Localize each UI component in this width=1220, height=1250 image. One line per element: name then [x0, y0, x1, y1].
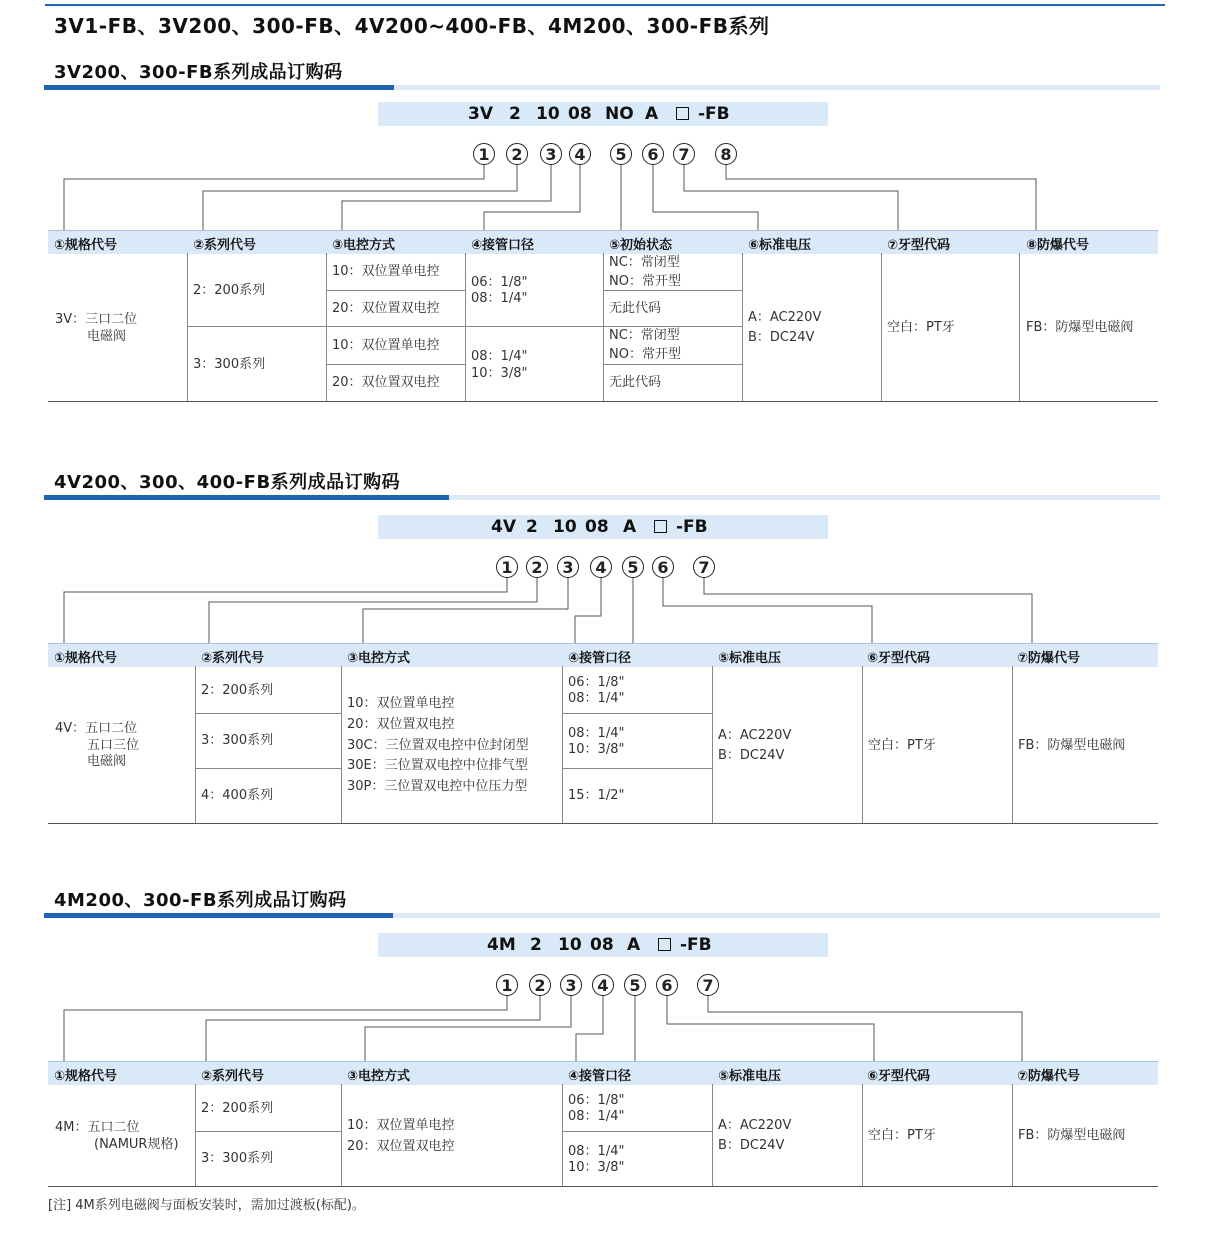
series-cell: 2：200系列: [193, 283, 266, 298]
spec-cell: 4M：五口二位: [55, 1120, 140, 1135]
header-cell: ⑥标准电压: [748, 238, 812, 253]
header-cell: ⑦防爆代号: [1017, 651, 1081, 666]
control-cell: 10：双位置单电控: [332, 338, 440, 353]
circle-number: 1: [496, 556, 518, 578]
control-cell: 20：双位置双电控: [347, 717, 455, 732]
state-cell: NO：常开型: [609, 347, 681, 362]
circle-number: 7: [693, 556, 715, 578]
circle-number: 2: [529, 974, 551, 996]
series-cell: 2：200系列: [201, 1101, 274, 1116]
header-cell: ②系列代号: [201, 651, 265, 666]
header-cell: ③电控方式: [332, 238, 396, 253]
header-cell: ⑤标准电压: [718, 651, 782, 666]
header-cell: ⑧防爆代号: [1026, 238, 1090, 253]
code-blank: [654, 515, 667, 539]
voltage-cell: B：DC24V: [748, 330, 815, 345]
code-part: A: [645, 104, 659, 124]
circle-number: 7: [673, 143, 695, 165]
circle-number: 3: [557, 556, 579, 578]
section-bar: [44, 495, 1160, 500]
header-cell: ⑤标准电压: [718, 1069, 782, 1084]
header-cell: ③电控方式: [347, 651, 411, 666]
spec-cell: (NAMUR规格): [94, 1137, 179, 1152]
header-cell: ②系列代号: [193, 238, 257, 253]
code-part: 2: [509, 104, 521, 124]
thread-cell: 空白：PT牙: [868, 738, 936, 753]
state-cell: NC：常闭型: [609, 255, 680, 270]
section-title-4v: 4V200、300、400-FB系列成品订购码: [54, 472, 401, 493]
order-code-4v: [378, 515, 828, 539]
circle-number: 5: [624, 974, 646, 996]
circle-number: 3: [540, 143, 562, 165]
spec-cell: 4V：五口二位: [55, 721, 138, 736]
explosion-cell: FB：防爆型电磁阀: [1018, 738, 1126, 753]
header-cell: ④接管口径: [471, 238, 535, 253]
port-cell: 08：1/4": [568, 1144, 625, 1159]
voltage-cell: A：AC220V: [748, 310, 822, 325]
series-cell: 3：300系列: [193, 357, 266, 372]
circle-number: 4: [569, 143, 591, 165]
header-cell: ④接管口径: [568, 651, 632, 666]
section-bar: [44, 913, 1160, 918]
circle-number: 5: [622, 556, 644, 578]
section-title-4m: 4M200、300-FB系列成品订购码: [54, 890, 347, 911]
state-cell: 无此代码: [609, 375, 662, 390]
circle-number: 4: [590, 556, 612, 578]
header-cell: ②系列代号: [201, 1069, 265, 1084]
circle-number: 1: [496, 974, 518, 996]
page-title: 3V1-FB、3V200、300-FB、4V200~400-FB、4M200、300-FB系列: [54, 14, 770, 38]
spec-cell: 五口三位: [87, 738, 140, 753]
explosion-cell: FB：防爆型电磁阀: [1026, 320, 1134, 335]
header-cell: ⑦防爆代号: [1017, 1069, 1081, 1084]
port-cell: 10：3/8": [568, 1160, 625, 1175]
code-part: 2: [526, 517, 538, 537]
voltage-cell: B：DC24V: [718, 748, 785, 763]
header-cell: ①规格代号: [54, 1069, 118, 1084]
section-title-3v: 3V200、300-FB系列成品订购码: [54, 62, 343, 83]
series-cell: 2：200系列: [201, 683, 274, 698]
code-part: -FB: [680, 935, 712, 955]
circle-number: 4: [592, 974, 614, 996]
code-part: 2: [530, 935, 542, 955]
port-cell: 08：1/4": [568, 691, 625, 706]
code-part: 08: [585, 517, 609, 537]
circle-number: 1: [473, 143, 495, 165]
control-cell: 20：双位置双电控: [332, 375, 440, 390]
header-cell: ⑦牙型代码: [887, 238, 951, 253]
code-part: -FB: [676, 517, 708, 537]
spec-cell: 电磁阀: [87, 329, 127, 344]
header-cell: ⑥牙型代码: [867, 651, 931, 666]
header-cell: ⑤初始状态: [609, 238, 673, 253]
code-part: 10: [558, 935, 582, 955]
circle-number: 8: [715, 143, 737, 165]
port-cell: 06：1/8": [471, 275, 528, 290]
voltage-cell: B：DC24V: [718, 1138, 785, 1153]
circle-number: 2: [526, 556, 548, 578]
voltage-cell: A：AC220V: [718, 728, 792, 743]
state-cell: NO：常开型: [609, 274, 681, 289]
circle-number: 6: [652, 556, 674, 578]
table-header-4m: [48, 1061, 1158, 1085]
control-cell: 10：双位置单电控: [332, 264, 440, 279]
circle-number: 6: [642, 143, 664, 165]
voltage-cell: A：AC220V: [718, 1118, 792, 1133]
code-part: 4V: [491, 517, 516, 537]
port-cell: 06：1/8": [568, 675, 625, 690]
thread-cell: 空白：PT牙: [868, 1128, 936, 1143]
series-cell: 3：300系列: [201, 733, 274, 748]
header-cell: ①规格代号: [54, 238, 118, 253]
code-part: -FB: [698, 104, 730, 124]
series-cell: 4：400系列: [201, 788, 274, 803]
code-part: A: [623, 517, 637, 537]
footnote: [注] 4M系列电磁阀与面板安装时，需加过渡板(标配)。: [48, 1198, 365, 1213]
control-cell: 30C：三位置双电控中位封闭型: [347, 738, 529, 753]
code-part: NO: [605, 104, 634, 124]
state-cell: 无此代码: [609, 301, 662, 316]
table-header-3v: [48, 230, 1158, 254]
port-cell: 08：1/4": [568, 1109, 625, 1124]
code-part: 08: [568, 104, 592, 124]
code-part: A: [627, 935, 641, 955]
control-cell: 10：双位置单电控: [347, 1118, 455, 1133]
port-cell: 15：1/2": [568, 788, 625, 803]
header-cell: ④接管口径: [568, 1069, 632, 1084]
port-cell: 06：1/8": [568, 1093, 625, 1108]
spec-cell: 3V：三口二位: [55, 312, 138, 327]
code-part: 10: [553, 517, 577, 537]
port-cell: 08：1/4": [568, 726, 625, 741]
port-cell: 08：1/4": [471, 349, 528, 364]
code-part: 3V: [468, 104, 493, 124]
port-cell: 08：1/4": [471, 291, 528, 306]
circle-number: 7: [697, 974, 719, 996]
circle-number: 5: [610, 143, 632, 165]
control-cell: 30P：三位置双电控中位压力型: [347, 779, 528, 794]
explosion-cell: FB：防爆型电磁阀: [1018, 1128, 1126, 1143]
thread-cell: 空白：PT牙: [887, 320, 955, 335]
circle-number: 6: [656, 974, 678, 996]
circle-number: 2: [506, 143, 528, 165]
circle-number: 3: [560, 974, 582, 996]
series-cell: 3：300系列: [201, 1151, 274, 1166]
port-cell: 10：3/8": [471, 366, 528, 381]
order-code-4m: [378, 933, 828, 957]
spec-cell: 电磁阀: [87, 754, 127, 769]
state-cell: NC：常闭型: [609, 328, 680, 343]
code-blank: [658, 933, 671, 957]
control-cell: 10：双位置单电控: [347, 696, 455, 711]
port-cell: 10：3/8": [568, 742, 625, 757]
table-header-4v: [48, 643, 1158, 667]
control-cell: 20：双位置双电控: [347, 1139, 455, 1154]
header-cell: ①规格代号: [54, 651, 118, 666]
control-cell: 20：双位置双电控: [332, 301, 440, 316]
header-cell: ③电控方式: [347, 1069, 411, 1084]
code-part: 4M: [487, 935, 516, 955]
code-part: 10: [536, 104, 560, 124]
code-part: 08: [590, 935, 614, 955]
control-cell: 30E：三位置双电控中位排气型: [347, 758, 528, 773]
header-cell: ⑥牙型代码: [867, 1069, 931, 1084]
